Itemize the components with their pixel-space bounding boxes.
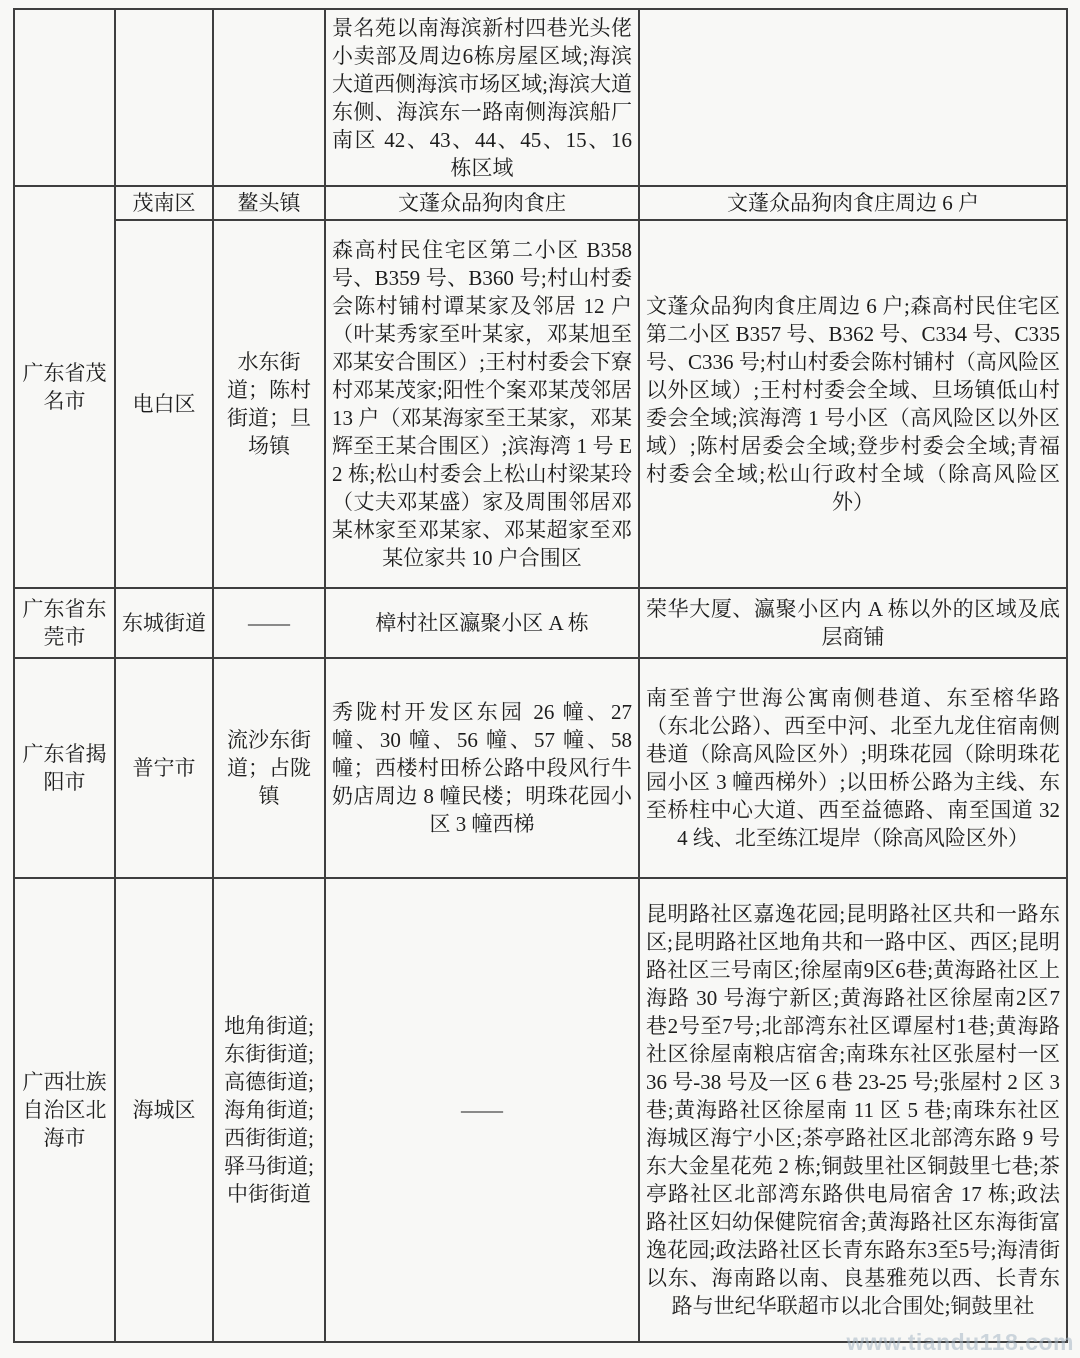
risk-area-cell: 文蓬众品狗肉食庄 <box>325 186 639 220</box>
table-row <box>14 588 1067 658</box>
province-cell: 广东省东莞市 <box>14 588 115 658</box>
table-row <box>14 658 1067 878</box>
district-cell: 东城街道 <box>115 588 213 658</box>
risk-area-cell: 景名苑以南海滨新村四巷光头佬小卖部及周边6栋房屋区域;海滨大道西侧海滨市场区域;海滨大道东侧、海滨东一路南侧海滨船厂南区 42、43、44、45、15、16 栋区域 <box>325 9 639 186</box>
district-cell: 普宁市 <box>115 658 213 878</box>
table-row <box>14 220 1067 588</box>
table-row <box>14 878 1067 1342</box>
risk-area-table <box>13 8 1068 1343</box>
street-town-cell: 流沙东街道；占陇镇 <box>213 658 325 878</box>
district-cell <box>115 9 213 186</box>
adjusted-area-cell: 南至普宁世海公寓南侧巷道、东至榕华路（东北公路）、西至中河、北至九龙住宿南侧巷道（除高风险区外）;明珠花园（除明珠花园小区 3 幢西梯外）;以田桥公路为主线、东至桥柱中心大道、西至益德路、南至国道 324 线、北至练江堤岸（除高风险区外） <box>639 658 1067 878</box>
adjusted-area-cell: 文蓬众品狗肉食庄周边 6 户 <box>639 186 1067 220</box>
district-cell: 海城区 <box>115 878 213 1342</box>
adjusted-area-cell: 荣华大厦、瀛聚小区内 A 栋以外的区域及底层商铺 <box>639 588 1067 658</box>
risk-area-cell: 秀陇村开发区东园 26 幢、27 幢、30 幢、56 幢、57 幢、58 幢；西楼村田桥公路中段风行牛奶店周边 8 幢民楼；明珠花园小区 3 幢西梯 <box>325 658 639 878</box>
district-cell: 电白区 <box>115 220 213 588</box>
street-town-cell: 水东街道；陈村街道；旦场镇 <box>213 220 325 588</box>
province-cell: 广东省揭阳市 <box>14 658 115 878</box>
watermark: www.tiandu118.com <box>846 1329 1074 1355</box>
street-town-cell: —— <box>213 588 325 658</box>
adjusted-area-cell: 文蓬众品狗肉食庄周边 6 户;森高村民住宅区第二小区 B357 号、B362 号、C334 号、C335 号、C336 号;村山村委会陈村铺村（高风险区以外区域）;王村村委会全域、旦场镇低山村委会全域;滨海湾 1 号小区（高风险区以外区域）;陈村居委会全域;登步村委会全域;青福村委会全域;松山行政村全域（除高风险区外） <box>639 220 1067 588</box>
risk-area-cell: —— <box>325 878 639 1342</box>
province-cell: 广东省茂名市 <box>14 186 115 588</box>
adjusted-area-cell: 昆明路社区嘉逸花园;昆明路社区共和一路东区;昆明路社区地角共和一路中区、西区;昆明路社区三号南区;徐屋南9区6巷;黄海路社区上海路 30 号海宁新区;黄海路社区徐屋南2区7巷2号至7号;北部湾东社区谭屋村1巷;黄海路社区徐屋南粮店宿舍;南珠东社区张屋村一区 36 号-38 号及一区 6 巷 23-25 号;张屋村 2 区 3 巷;黄海路社区徐屋南 11 区 5 巷;南珠东社区海城区海宁小区;茶亭路社区北部湾东路 9 号东大金星花苑 2 栋;铜鼓里社区铜鼓里七巷;茶亭路社区北部湾东路供电局宿舍 17 栋;政法路社区妇幼保健院宿舍;黄海路社区东海街富逸花园;政法路社区长青东路东3至5号;海清街以东、海南路以南、良基雅苑以西、长青东路与世纪华联超市以北合围处;铜鼓里社 <box>639 878 1067 1342</box>
risk-area-cell: 森高村民住宅区第二小区 B358 号、B359 号、B360 号;村山村委会陈村铺村谭某家及邻居 12 户（叶某秀家至叶某家，邓某旭至邓某安合围区）;王村村委会下寮村邓某茂家;阳性个案邓某茂邻居 13 户（邓某海家至王某家，邓某辉至王某合围区）;滨海湾 1 号 E2 栋;松山村委会上松山村梁某玲（丈夫邓某盛）家及周围邻居邓某林家至邓某家、邓某超家至邓某位家共 10 户合围区 <box>325 220 639 588</box>
province-cell <box>14 9 115 186</box>
province-cell: 广西壮族自治区北海市 <box>14 878 115 1342</box>
street-town-cell: 鳌头镇 <box>213 186 325 220</box>
street-town-cell <box>213 9 325 186</box>
risk-area-cell: 樟村社区瀛聚小区 A 栋 <box>325 588 639 658</box>
adjusted-area-cell <box>639 9 1067 186</box>
district-cell: 茂南区 <box>115 186 213 220</box>
table-row <box>14 9 1067 186</box>
table-row <box>14 186 1067 220</box>
street-town-cell: 地角街道;东街街道;高德街道;海角街道;西街街道;驿马街道;中街街道 <box>213 878 325 1342</box>
